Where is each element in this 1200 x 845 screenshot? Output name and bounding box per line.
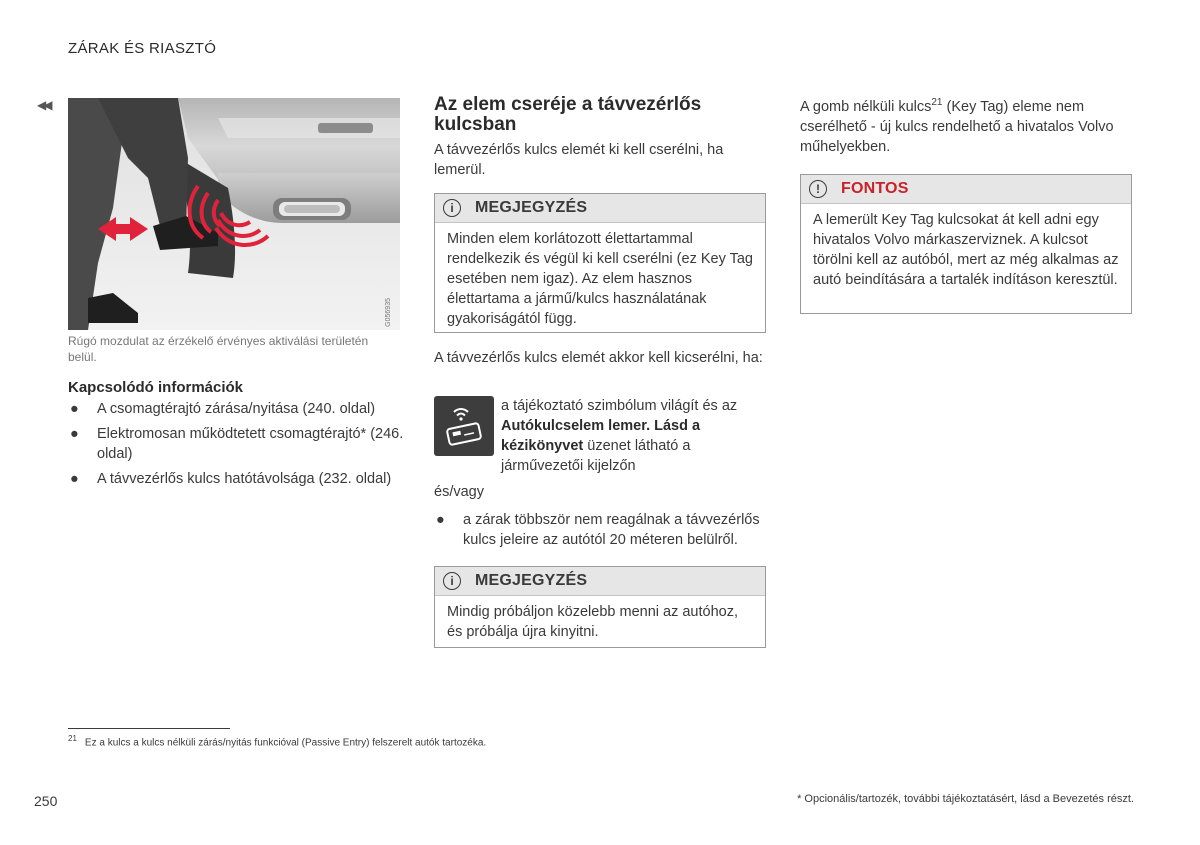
section-heading: Az elem cseréje a távvezérlős kulcsban — [434, 94, 702, 135]
kick-sensor-illustration — [68, 98, 400, 330]
when-to-replace-text: A távvezérlős kulcs elemét akkor kell kicserélni, ha: — [434, 350, 763, 366]
car-rear-foot-svg — [68, 98, 400, 330]
and-or-text: és/vagy — [434, 484, 484, 500]
info-icon: i — [443, 199, 461, 217]
note-header — [435, 567, 765, 596]
back-arrows-icon[interactable]: ◀◀ — [37, 98, 50, 112]
important-body: A lemerült Key Tag kulcsokat át kell adni egy hivatalos Volvo márkaszerviznek. A kulcsot törölni kell az autóból, mert az még alkalmas az autó beindítására a tartalék indításon keresztül. — [813, 212, 1119, 288]
footnote-ref[interactable]: 21 — [931, 97, 943, 109]
figure-caption: Rúgó mozdulat az érzékelő érvényes aktiválási területén belül. — [68, 334, 369, 364]
important-label: FONTOS — [841, 180, 909, 197]
list-item: ● a zárak többször nem reagálnak a távvezérlős kulcs jeleire az autótól 20 méteren belülről. — [436, 512, 760, 548]
note-body: Minden elem korlátozott élettartammal rendelkezik és végül ki kell cserélni (ez Key Tag esetében nem igaz). Az elem hasznos élettartama a jármű/kulcs használatának gyakoriságától függ. — [447, 231, 753, 327]
note-body: Mindig próbáljon közelebb menni az autóhoz, és próbálja újra kinyitni. — [447, 604, 738, 640]
note-label: MEGJEGYZÉS — [475, 572, 588, 589]
note-header — [435, 194, 765, 223]
related-link-lock-unlock[interactable]: ● A csomagtérajtó zárása/nyitása (240. oldal) — [70, 401, 376, 417]
related-link-power-tailgate[interactable]: ● Elektromosan működtetett csomagtérajtó* (246. oldal) — [70, 426, 404, 462]
key-tag-text: A gomb nélküli kulcs$^{21}$ (Key Tag) eleme nem cserélhető - új kulcs rendelhető a hivatalos Volvo műhelyekben. — [800, 97, 1114, 155]
key-battery-symbol-icon — [434, 396, 494, 456]
warning-icon: ! — [809, 180, 827, 198]
related-link-key-range[interactable]: ● A távvezérlős kulcs hatótávolsága (232. oldal) — [70, 471, 392, 487]
symbol-description: a tájékoztató szimbólum világít és az Autókulcselem lemer. Lásd a kézikönyvet üzenet látható a járművezetői kijelzőn — [501, 398, 738, 474]
note-box-retry — [434, 566, 766, 648]
footnote-divider — [68, 728, 230, 729]
dashboard-message: Autókulcselem lemer. Lásd a kézikönyvet — [501, 418, 701, 454]
related-info-list — [68, 399, 408, 494]
figure-code: G056935 — [385, 298, 392, 327]
important-header — [801, 175, 1131, 204]
note-box-lifetime — [434, 193, 766, 333]
related-info-heading: Kapcsolódó információk — [68, 379, 244, 396]
important-box — [800, 174, 1132, 314]
note-label: MEGJEGYZÉS — [475, 199, 588, 216]
footnote: $^{21}$ Ez a kulcs a kulcs nélküli zárás/nyitás funkcióval (Passive Entry) felszerelt autók tartozéka. — [68, 734, 487, 749]
section-title: ZÁRAK ÉS RIASZTÓ — [68, 40, 217, 57]
info-icon: i — [443, 572, 461, 590]
intro-text: A távvezérlős kulcs elemét ki kell cserélni, ha lemerül. — [434, 142, 724, 178]
page-number: 250 — [34, 793, 58, 809]
optional-accessory-note: * Opcionális/tartozék, további tájékoztatásért, lásd a Bevezetés részt. — [797, 793, 1134, 805]
